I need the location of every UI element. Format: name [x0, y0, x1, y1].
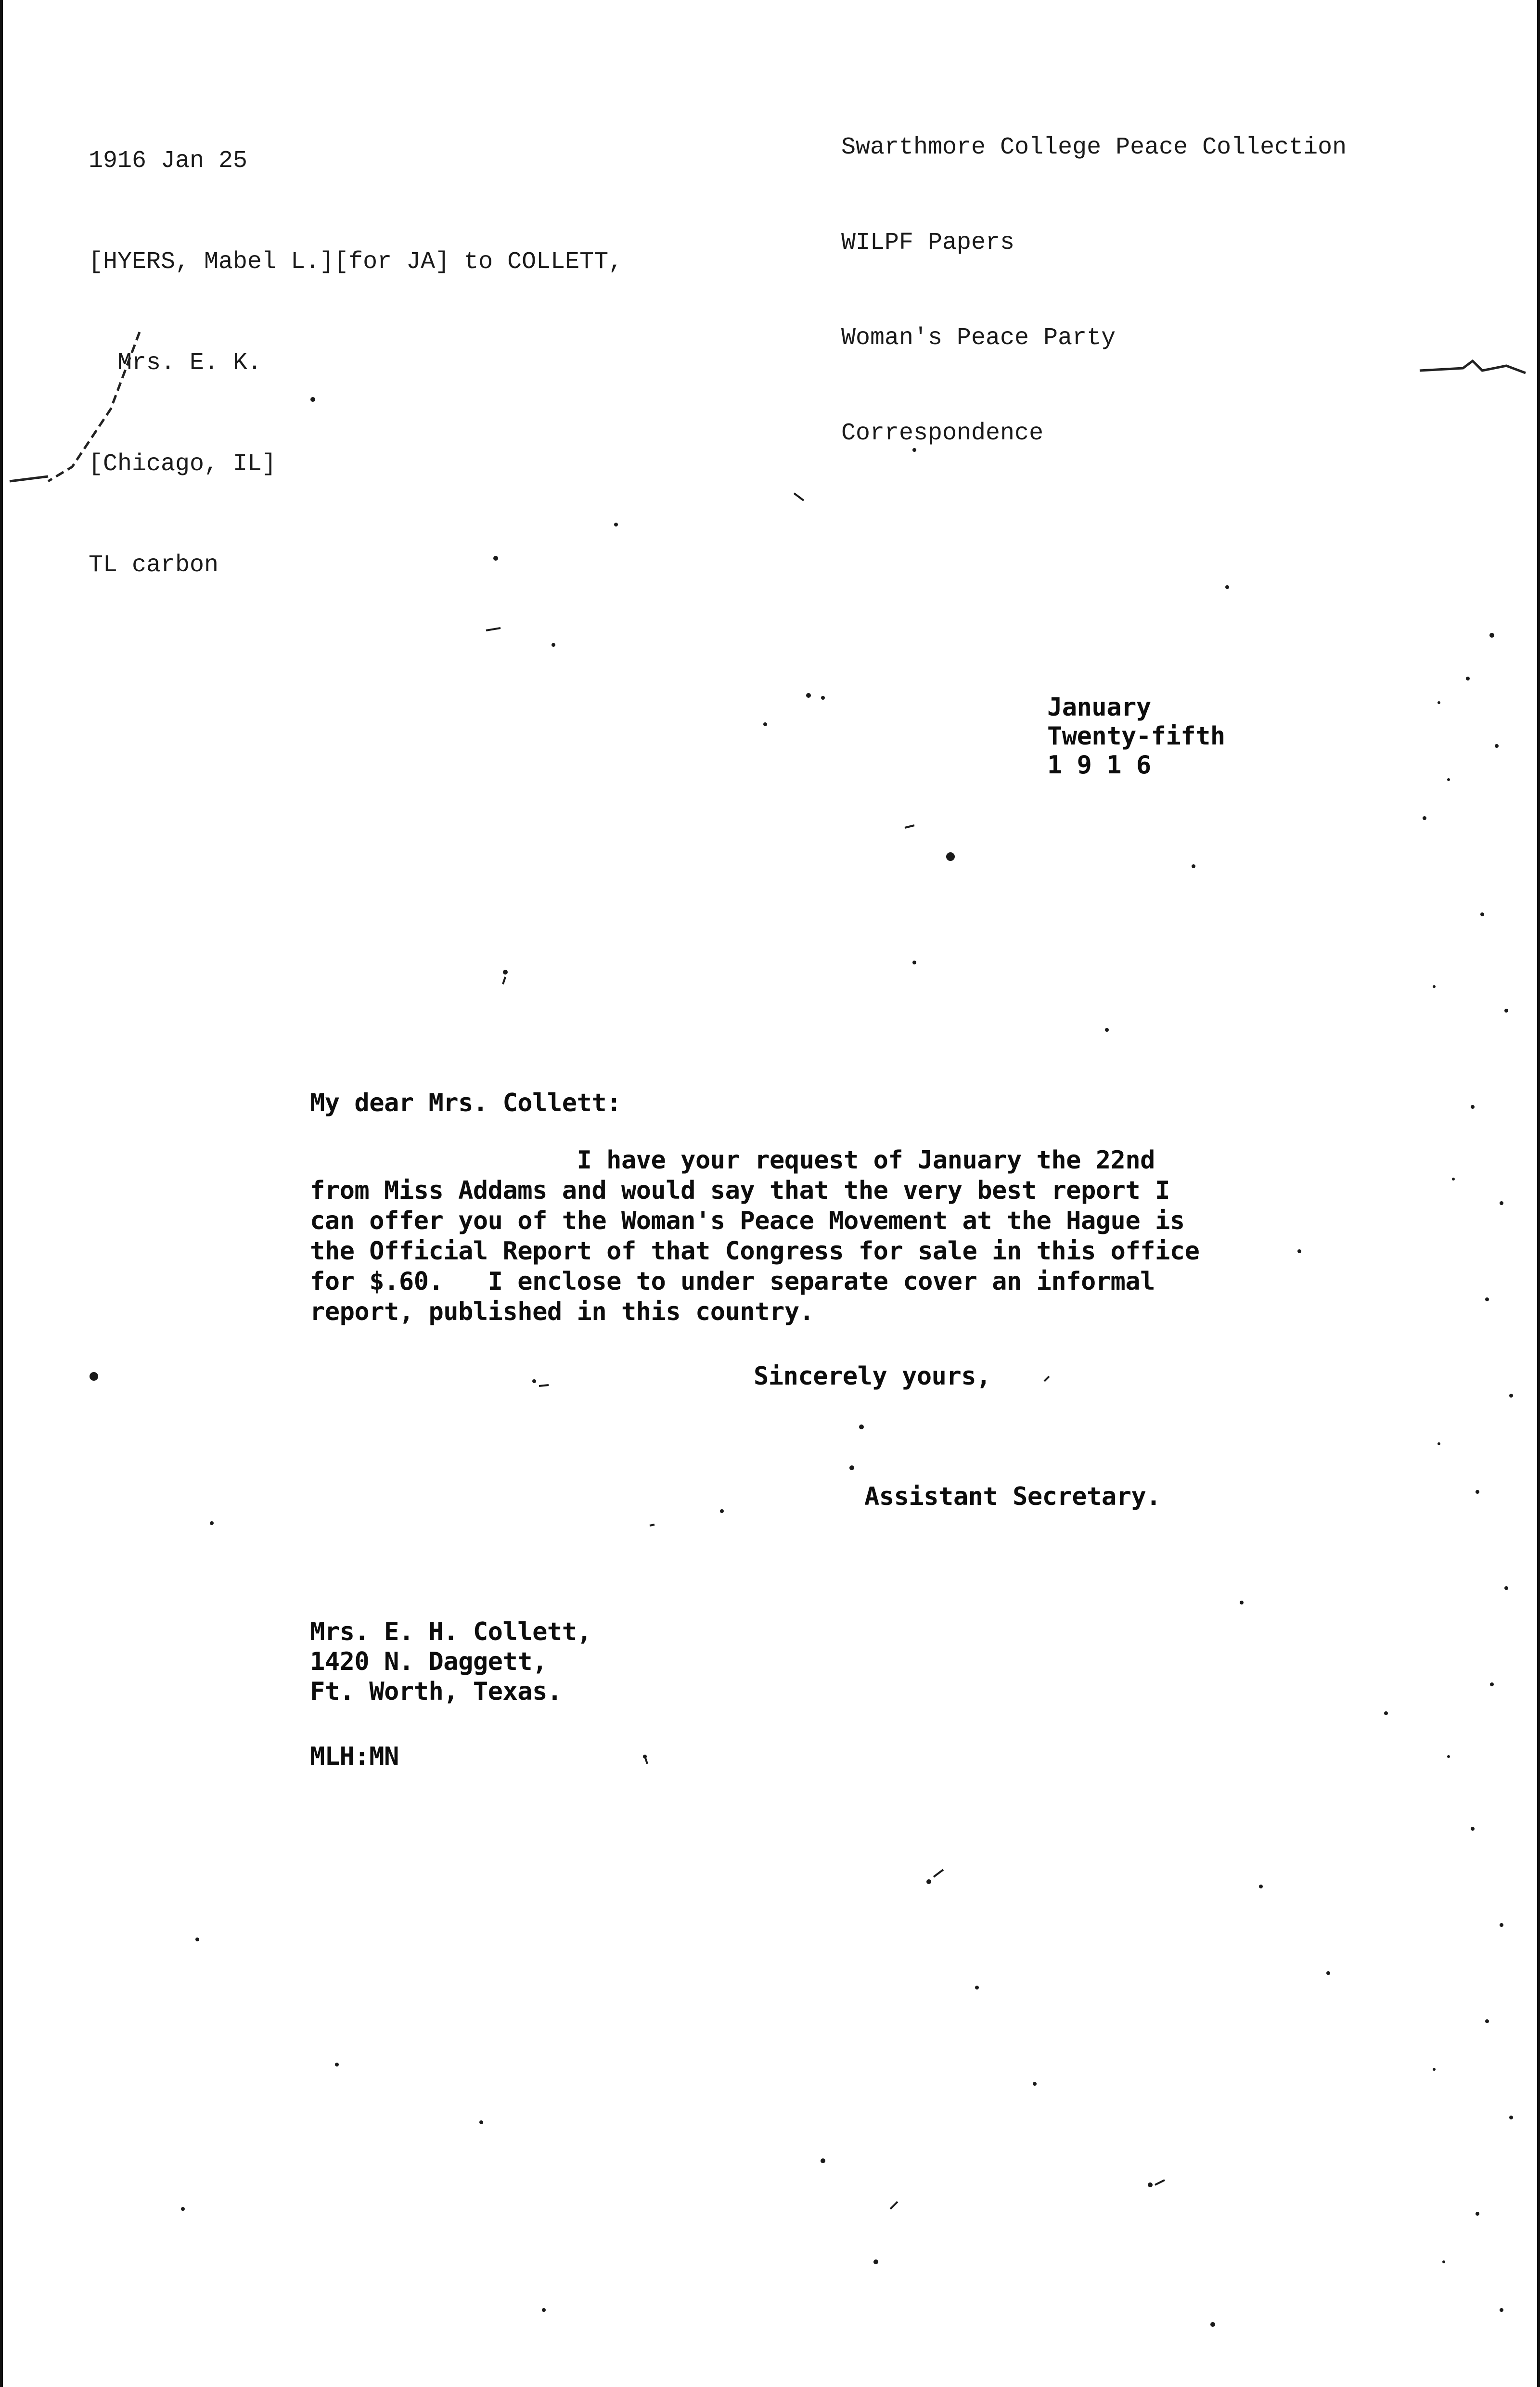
- letter-date-day: Twenty-fifth: [1047, 722, 1225, 751]
- collection-name: Swarthmore College Peace Collection: [841, 134, 1347, 161]
- catalog-author-recipient: [HYERS, Mabel L.][for JA] to COLLETT,: [89, 248, 623, 276]
- letter-body-line: can offer you of the Woman's Peace Movement at the Hague is: [310, 1206, 1185, 1235]
- collection-papers: WILPF Papers: [841, 229, 1015, 257]
- collection-series: Correspondence: [841, 420, 1044, 447]
- catalog-recipient-name: Mrs. E. K.: [89, 349, 262, 377]
- recipient-name: Mrs. E. H. Collett,: [310, 1617, 592, 1646]
- catalog-date: 1916 Jan 25: [89, 147, 248, 175]
- letter-salutation: My dear Mrs. Collett:: [310, 1089, 621, 1117]
- collection-organization: Woman's Peace Party: [841, 324, 1116, 352]
- letter-body-line: I have your request of January the 22nd: [310, 1146, 1155, 1175]
- letter-body-line: for $.60. I enclose to under separate cover an informal: [310, 1267, 1155, 1296]
- catalog-location: [Chicago, IL]: [89, 450, 277, 478]
- letter-body-line: the Official Report of that Congress for sale in this office: [310, 1237, 1200, 1266]
- recipient-city: Ft. Worth, Texas.: [310, 1677, 562, 1706]
- letter-body-line: from Miss Addams and would say that the very best report I: [310, 1176, 1170, 1205]
- catalog-document-type: TL carbon: [89, 552, 219, 579]
- letter-closing: Sincerely yours,: [754, 1362, 991, 1391]
- letter-date-year: 1 9 1 6: [1047, 751, 1151, 780]
- letter-body-line: report, published in this country.: [310, 1297, 814, 1326]
- recipient-street: 1420 N. Daggett,: [310, 1647, 547, 1676]
- letter-date-month: January: [1047, 693, 1151, 722]
- letter-signature-title: Assistant Secretary.: [864, 1482, 1161, 1511]
- reference-initials: MLH:MN: [310, 1742, 399, 1771]
